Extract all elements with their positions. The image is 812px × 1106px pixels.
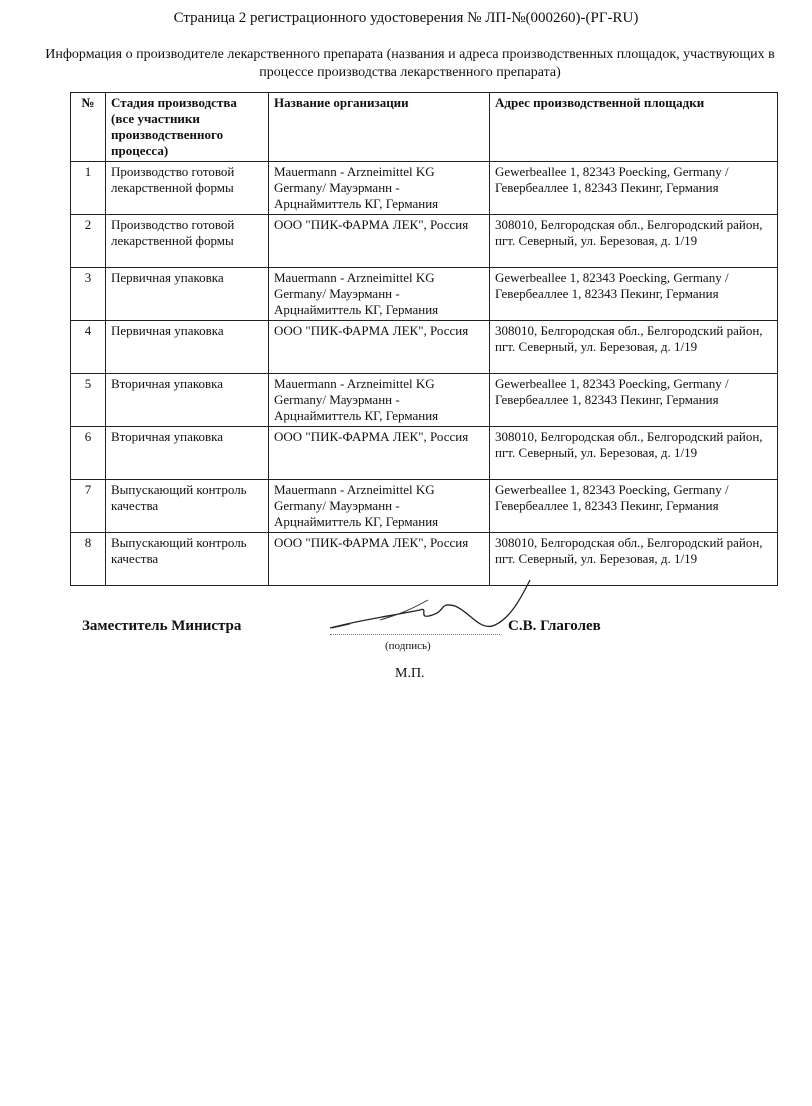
organization-name: ООО "ПИК-ФАРМА ЛЕК", Россия [269, 215, 490, 268]
site-address: Gewerbeallee 1, 82343 Poecking, Germany / Гевербеаллее 1, 82343 Пекинг, Германия [490, 162, 778, 215]
organization-name: ООО "ПИК-ФАРМА ЛЕК", Россия [269, 533, 490, 586]
site-address: 308010, Белгородская обл., Белгородский район, пгт. Северный, ул. Березовая, д. 1/19 [490, 321, 778, 374]
table-row [71, 215, 778, 268]
manufacturer-table [70, 92, 778, 586]
site-address: 308010, Белгородская обл., Белгородский район, пгт. Северный, ул. Березовая, д. 1/19 [490, 533, 778, 586]
site-address: Gewerbeallee 1, 82343 Poecking, Germany / Гевербеаллее 1, 82343 Пекинг, Германия [490, 268, 778, 321]
signature-caption: (подпись) [385, 640, 431, 652]
column-header-address: Адрес производственной площадки [490, 93, 778, 162]
organization-name: Mauermann - Arzneimittel KG Germany/ Мауэрманн - Арцнаймиттель КГ, Германия [269, 480, 490, 533]
production-stage: Вторичная упаковка [106, 374, 269, 427]
stamp-place-label: М.П. [395, 666, 425, 681]
table-row [71, 374, 778, 427]
table-caption: Информация о производителе лекарственного препарата (названия и адреса производственных площадок, участвующих в процессе производства лекарственного препарата) [45, 47, 775, 80]
row-number: 7 [71, 480, 106, 533]
production-stage: Производство готовой лекарственной формы [106, 215, 269, 268]
row-number: 1 [71, 162, 106, 215]
row-number: 2 [71, 215, 106, 268]
row-number: 3 [71, 268, 106, 321]
column-header-stage: Стадия производства (все участники производственного процесса) [106, 93, 269, 162]
table-row [71, 321, 778, 374]
organization-name: Mauermann - Arzneimittel KG Germany/ Мауэрманн - Арцнаймиттель КГ, Германия [269, 374, 490, 427]
table-row [71, 268, 778, 321]
production-stage: Первичная упаковка [106, 321, 269, 374]
table-row [71, 480, 778, 533]
table-row [71, 427, 778, 480]
table-row [71, 162, 778, 215]
production-stage: Выпускающий контроль качества [106, 533, 269, 586]
row-number: 8 [71, 533, 106, 586]
site-address: 308010, Белгородская обл., Белгородский район, пгт. Северный, ул. Березовая, д. 1/19 [490, 215, 778, 268]
site-address: Gewerbeallee 1, 82343 Poecking, Germany / Гевербеаллее 1, 82343 Пекинг, Германия [490, 374, 778, 427]
row-number: 6 [71, 427, 106, 480]
row-number: 4 [71, 321, 106, 374]
production-stage: Производство готовой лекарственной формы [106, 162, 269, 215]
organization-name: ООО "ПИК-ФАРМА ЛЕК", Россия [269, 321, 490, 374]
organization-name: Mauermann - Arzneimittel KG Germany/ Мауэрманн - Арцнаймиттель КГ, Германия [269, 162, 490, 215]
production-stage: Первичная упаковка [106, 268, 269, 321]
row-number: 5 [71, 374, 106, 427]
signatory-role: Заместитель Министра [82, 618, 242, 634]
table-header-row [71, 93, 778, 162]
organization-name: ООО "ПИК-ФАРМА ЛЕК", Россия [269, 427, 490, 480]
column-header-number: № [71, 93, 106, 162]
signatory-name: С.В. Глаголев [508, 618, 601, 634]
production-stage: Выпускающий контроль качества [106, 480, 269, 533]
signature-line [330, 634, 500, 635]
column-header-organization: Название организации [269, 93, 490, 162]
site-address: 308010, Белгородская обл., Белгородский район, пгт. Северный, ул. Березовая, д. 1/19 [490, 427, 778, 480]
site-address: Gewerbeallee 1, 82343 Poecking, Germany / Гевербеаллее 1, 82343 Пекинг, Германия [490, 480, 778, 533]
organization-name: Mauermann - Arzneimittel KG Germany/ Мауэрманн - Арцнаймиттель КГ, Германия [269, 268, 490, 321]
page-title: Страница 2 регистрационного удостоверения № ЛП-№(000260)-(РГ-RU) [173, 10, 639, 26]
production-stage: Вторичная упаковка [106, 427, 269, 480]
